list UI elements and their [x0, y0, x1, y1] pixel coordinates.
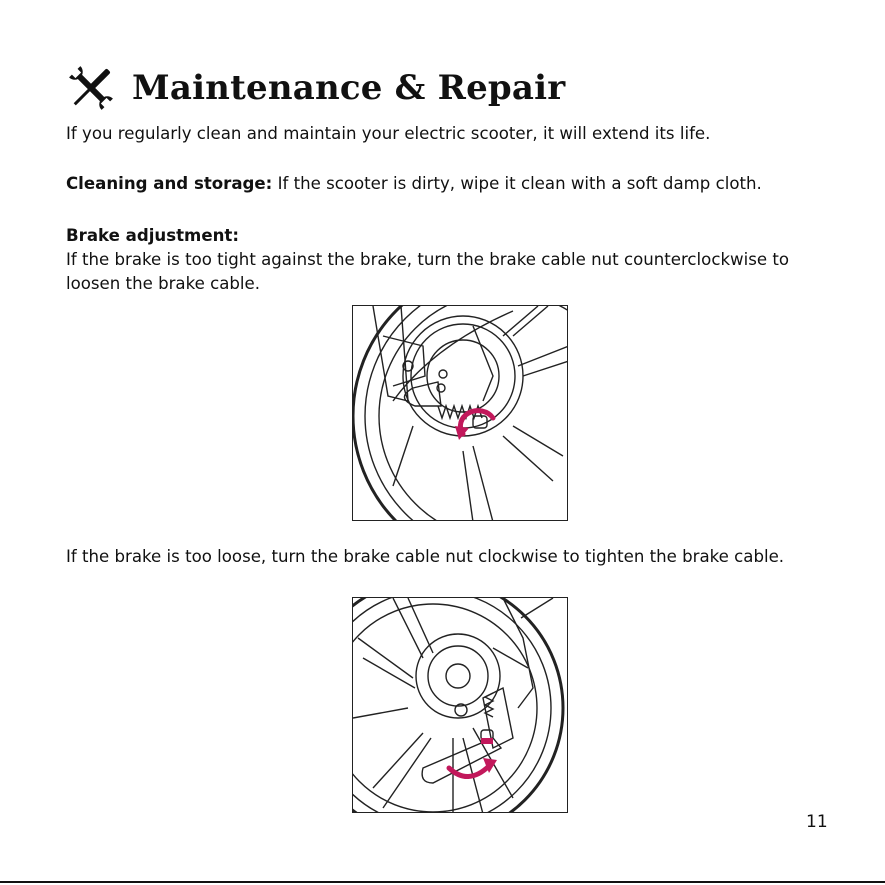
bottom-rule: [0, 881, 885, 883]
intro-text: If you regularly clean and maintain your electric scooter, it will extend its life.: [66, 124, 711, 143]
brake-heading: Brake adjustment:: [66, 226, 239, 245]
brake-tighten-illustration: [352, 597, 568, 813]
tools-icon: [64, 61, 118, 115]
cleaning-paragraph: [66, 172, 846, 196]
brake-loosen-illustration: [352, 305, 568, 521]
brake-loose-text: If the brake is too loose, turn the brake cable nut clockwise to tighten the brake cable.: [66, 547, 785, 566]
page-title: Maintenance & Repair: [132, 68, 566, 108]
title-row: [64, 60, 565, 116]
brake-tight-text: If the brake is too tight against the brake, turn the brake cable nut counterclockwise to loosen the brake cable.: [66, 250, 790, 293]
cleaning-heading: Cleaning and storage:: [66, 174, 273, 193]
cleaning-text: If the scooter is dirty, wipe it clean with a soft damp cloth.: [272, 174, 762, 193]
page-number: 11: [806, 812, 828, 832]
